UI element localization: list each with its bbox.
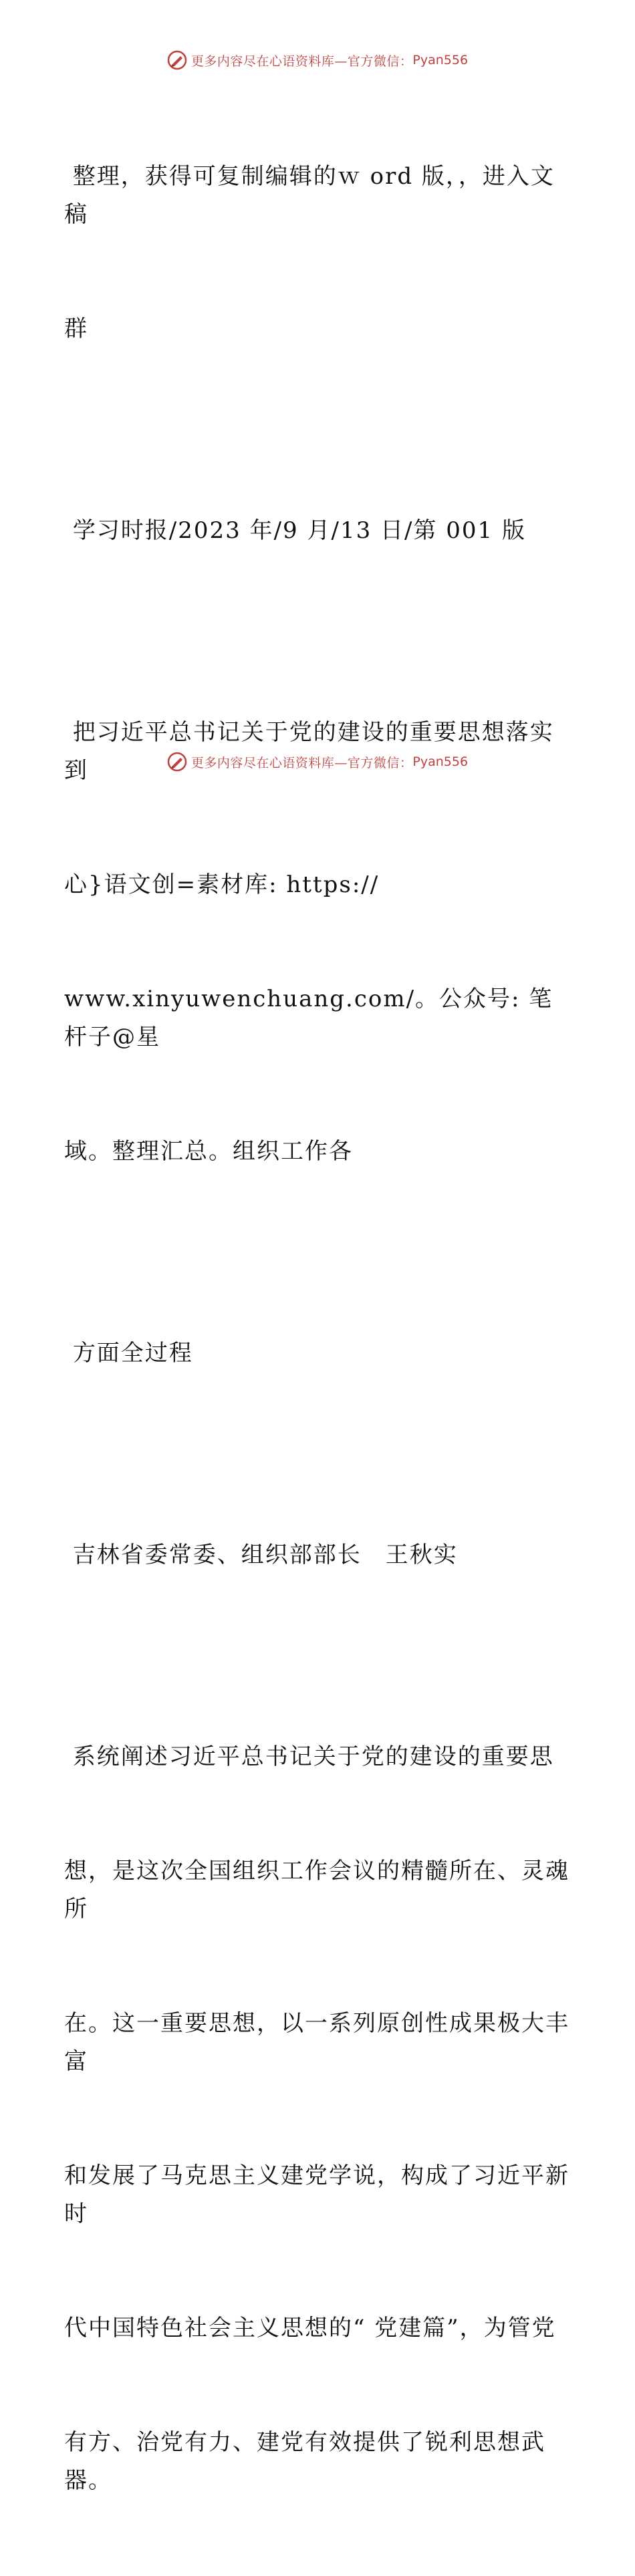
- pen-logo-icon: [167, 50, 187, 70]
- article-title: [64, 637, 572, 1247]
- footer-watermark: [0, 748, 635, 775]
- paragraph-body: [64, 1662, 572, 2576]
- text-line: 学习时报/2023 年/9 月/13 日/第 001 版: [64, 517, 526, 544]
- text-line: 方面全过程: [64, 1340, 193, 1367]
- text-line: 整理，获得可复制编辑的ｗ ord 版，，进入文稿: [64, 163, 555, 228]
- wechat-id: Pyan556: [412, 754, 469, 769]
- article-title-continued: [64, 1258, 572, 1449]
- text-line: 把习近平总书记关于党的建设的重要思想落实到: [64, 719, 554, 784]
- text-line: 和发展了马克思主义建党学说，构成了习近平新时: [64, 2162, 569, 2227]
- text-line: 群: [64, 315, 88, 342]
- text-line: 系统阐述习近平总书记关于党的建设的重要思: [64, 1743, 554, 1770]
- paragraph-intro-note: [64, 82, 572, 424]
- text-line: www.xinyuwenchuang.com/。公众号: 笔杆子@星: [64, 986, 553, 1050]
- text-line: 心}语文创=素材库: https://: [64, 871, 380, 898]
- text-line: 想，是这次全国组织工作会议的精髓所在、灵魂所: [64, 1858, 569, 1922]
- paragraph-source: [64, 436, 572, 626]
- text-line: 域。整理汇总。组织工作各: [64, 1138, 353, 1165]
- wechat-id: Pyan556: [412, 53, 469, 67]
- header-watermark: [0, 47, 635, 74]
- document-body: [64, 82, 572, 2576]
- watermark-text: 更多内容尽在心语资料库—官方微信：: [190, 53, 413, 69]
- text-line: 在。这一重要思想，以一系列原创性成果极大丰富: [64, 2010, 569, 2075]
- watermark-text: 更多内容尽在心语资料库—官方微信：: [190, 755, 413, 770]
- text-line: 代中国特色社会主义思想的“ 党建篇”，为管党: [64, 2315, 556, 2341]
- text-line: 有方、治党有力、建党有效提供了锐利思想武器。: [64, 2429, 545, 2494]
- author-line: [64, 1460, 572, 1651]
- text-line: 吉林省委常委、组织部部长 王秋实: [64, 1542, 458, 1568]
- pen-logo-icon: [167, 752, 187, 772]
